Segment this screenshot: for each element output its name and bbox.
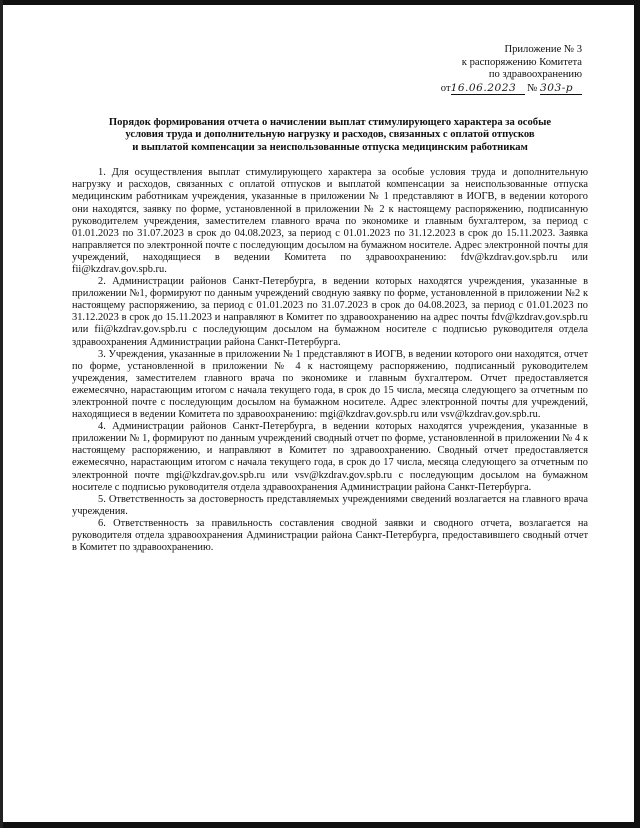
document-page — [72, 44, 588, 554]
scan-border-right — [634, 0, 640, 828]
paragraph-4: 4. Администрации районов Санкт-Петербурга, в ведении которых находятся учреждения, указанные в приложении № 1, формируют по данным учреждений сводный отчет по форме, установленной в приложении № 4 к настоящему распоряжению, и направляют в Комитет по здравоохранению. Сводный отчет предоставляется ежемесячно, нарастающим итогом с начала текущего года, в срок до 17 числа, месяца следующего за отчетным по электронной почте mgi@kzdrav.gov.spb.ru или vsv@kzdrav.gov.spb.ru с последующим досылом на бумажном носителе с подписью руководителя отдела здравоохранения Администрации района Санкт-Петербурга. — [72, 421, 588, 493]
title-line-1: Порядок формирования отчета о начислении выплат стимулирующего характера за особые — [108, 117, 552, 128]
appendix-header — [72, 44, 582, 95]
title-line-2: условия труда и дополнительную нагрузку и расходов, связанных с оплатой отпусков — [125, 129, 535, 141]
handwritten-number: 303-р — [540, 82, 582, 96]
handwritten-date: 16.06.2023 — [451, 82, 525, 96]
paragraph-5: 5. Ответственность за достоверность представляемых учреждениями сведений возлагается на главного врача учреждения. — [72, 493, 588, 517]
scan-border-left — [0, 0, 3, 828]
scan-border-top — [0, 0, 640, 5]
paragraph-3: 3. Учреждения, указанные в приложении № 1 представляют в ИОГВ, в ведении которого они находятся, отчет по форме, установленной в приложении № 4 к настоящему распоряжению, подписанный руководителем учреждения, заместителем главного врача по экономике и главным бухгалтером. Отчет предоставляется ежемесячно, нарастающим итогом с начала текущего года, в срок до 15 числа, месяца следующего за отчетным по электронной почте с последующим досылом на бумажном носителе. Адрес электронной почты для учреждений, находящиеся в ведении Комитета по здравоохранению: mgi@kzdrav.gov.spb.ru или vsv@kzdrav.gov.spb.ru. — [72, 348, 588, 421]
document-body — [72, 167, 588, 554]
number-label: № — [527, 82, 538, 94]
title-line-3: и выплатой компенсации за неиспользованные отпуска медицинским работникам — [132, 141, 528, 153]
paragraph-6: 6. Ответственность за правильность составления сводной заявки и сводного отчета, возлагается на руководителя отдела здравоохранения Администрации района Санкт-Петербурга, предоставившего сводный отчет в Комитет по здравоохранению. — [72, 517, 588, 554]
appendix-line-1: Приложение № 3 — [504, 44, 582, 55]
document-title — [72, 117, 588, 154]
appendix-date-line — [72, 82, 582, 96]
scan-border-bottom — [0, 822, 640, 828]
appendix-line-3: по здравоохранению — [488, 69, 582, 80]
paragraph-1: 1. Для осуществления выплат стимулирующего характера за особые условия труда и дополнительную нагрузку и расходов, связанных с оплатой отпусков и выплатой компенсации за неиспользованные отпуска медицинским работникам учреждения, указанные в приложении № 1 представляют в ИОГВ, в ведении которого они находятся, заявку по форме, установленной в приложении № 2 к настоящему распоряжению, подписанную руководителем учреждения, заместителем главного врача по экономике и главным бухгалтером, за период с 01.01.2023 по 31.07.2023 в срок до 04.08.2023, за период с 01.01.2023 по 31.12.2023 в срок до 15.11.2023. Заявка направляется по электронной почте с последующим досылом на бумажном носителе. Адрес электронной почты для учреждений, находящиеся в ведении Комитета по здравоохранению: fdv@kzdrav.gov.spb.ru или fii@kzdrav.gov.spb.ru. — [72, 167, 588, 275]
appendix-line-2: к распоряжению Комитета — [461, 56, 582, 68]
paragraph-2: 2. Администрации районов Санкт-Петербурга, в ведении которых находятся учреждения, указанные в приложении №1, формируют по данным учреждений сводную заявку по форме, установленной в приложении №2 к настоящему распоряжению, за период с 01.01.2023 по 31.07.2023 в срок до 04.08.2023, за период с 01.01.2023 по 31.12.2023 в срок до 15.11.2023 и направляют в Комитет по здравоохранению на адрес почты fdv@kzdrav.gov.spb.ru или fii@kzdrav.gov.spb.ru с последующим досылом на бумажном носителе с подписью руководителя отдела здравоохранения Администрации района Санкт-Петербурга. — [72, 276, 588, 348]
date-prefix: от — [440, 82, 451, 94]
